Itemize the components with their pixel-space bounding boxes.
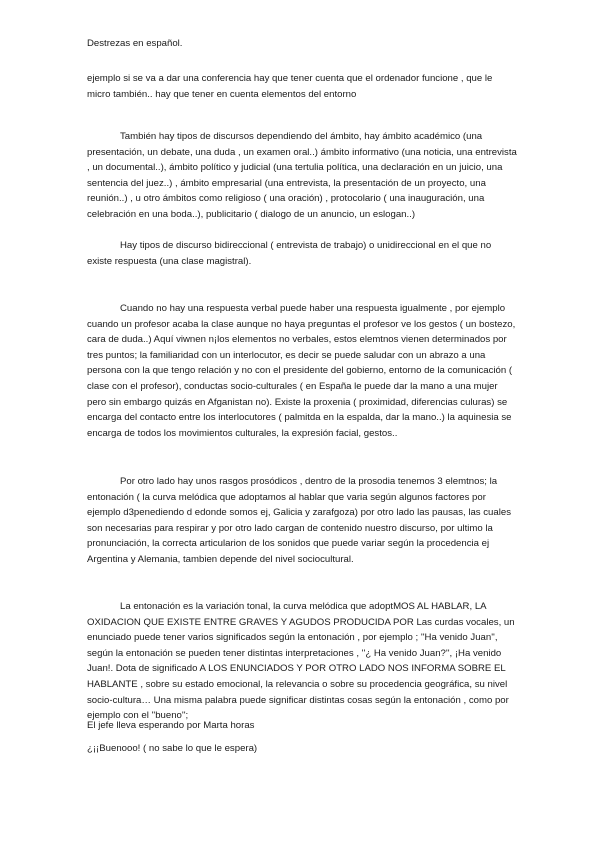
example-reply: ¿¡¡Buenooo! ( no sabe lo que le espera) (87, 743, 258, 754)
paragraph-nonverbal: Cuando no hay una respuesta verbal puede haber una respuesta igualmente , por ejemplo cuando un profesor acaba la clase aunque no haya preguntas el profesor ve los gestos ( un bostezo, cara de duda..) Aquí viwnen n¡los elementos no verbales, estos elemtnos vienen determinados por tres puntos; la familiaridad con un interlocutor, es decir se puede saludar con un abrazo a una persona con la que tengo relación y no con el presidente del gobierno, entorno de la comunicación ( clase con el profesor), conductas socio-culturales ( en España le puede dar la mano a una mujer pero sin embargo quizás en Afganistan no). Existe la proxenia ( proximidad, diferencias culuras) se encarga del contacto entre los interlocutores ( palmitda en la espalda, dar la mano..) la aquinesia se encarga de todos los movimientos culturales, la expresión facial, gestos.. (87, 303, 516, 439)
paragraph-bidirectional: Hay tipos de discurso bidireccional ( entrevista de trabajo) o unidireccional en el que no existe respuesta (una clase magistral). (87, 240, 492, 267)
example-line: El jefe lleva esperando por Marta horas (87, 720, 255, 731)
paragraph-discourse-types: También hay tipos de discursos dependiendo del ámbito, hay ámbito académico (una presentación, un debate, una duda , un examen oral..) ámbito informativo (una noticia, una entrevista , un documental..), ámbito político y judicial (una tertulia política, una declaración en un juicio, una sentencia del juez..) , ámbito empresarial (una entrevista, la presentación de un proyecto, una reunión..) , u otro ámbitos como religioso ( una oración) , protocolario ( una inauguración, una celebración en una boda..), publicitario ( dialogo de un anuncio, un eslogan..) (87, 131, 517, 220)
intro-text: ejemplo si se va a dar una conferencia hay que tener cuenta que el ordenador funcione , que le micro también.. hay que tener en cuenta elementos del entorno (87, 73, 493, 100)
paragraph-prosody: Por otro lado hay unos rasgos prosódicos , dentro de la prosodia tenemos 3 elemtnos; la entonación ( la curva melódica que adoptamos al hablar que varia según algunos factores por ejemplo d3penediendo d edonde somos ej, Galicia y zarafgoza) por otro lado las pausas, las cuales son necesarias para respirar y por otro lado cargan de contenido nuestro discurso, por ultimo la pronunciación, la correcta articularion de los sonidos que puede variar según la procedencia ej Argentina y Alemania, tambien depende del nivel sociocultural. (87, 476, 511, 565)
document-title: Destrezas en español. (87, 38, 183, 49)
paragraph-intonation: La entonación es la variación tonal, la curva melódica que adoptMOS AL HABLAR, LA OXIDACION QUE EXISTE ENTRE GRAVES Y AGUDOS PRODUCIDA POR Las curdas vocales, un enunciado puede tener varios significados según la entonación , por ejemplo ; ''Ha venido Juan'', según la entonación se pueden tener distintas interpretaciones , ''¿ Ha venido Juan?'', ¡Ha venido Juan!. Dota de significado A LOS ENUNCIADOS Y POR OTRO LADO NOS INFORMA SOBRE EL HABLANTE , sobre su estado emocional, la relevancia o sobre su procedencia geográfica, su nivel socio-cultura… Una misma palabra puede significar distintas cosas según la entonación , como por ejemplo con el ''bueno''; (87, 601, 515, 722)
